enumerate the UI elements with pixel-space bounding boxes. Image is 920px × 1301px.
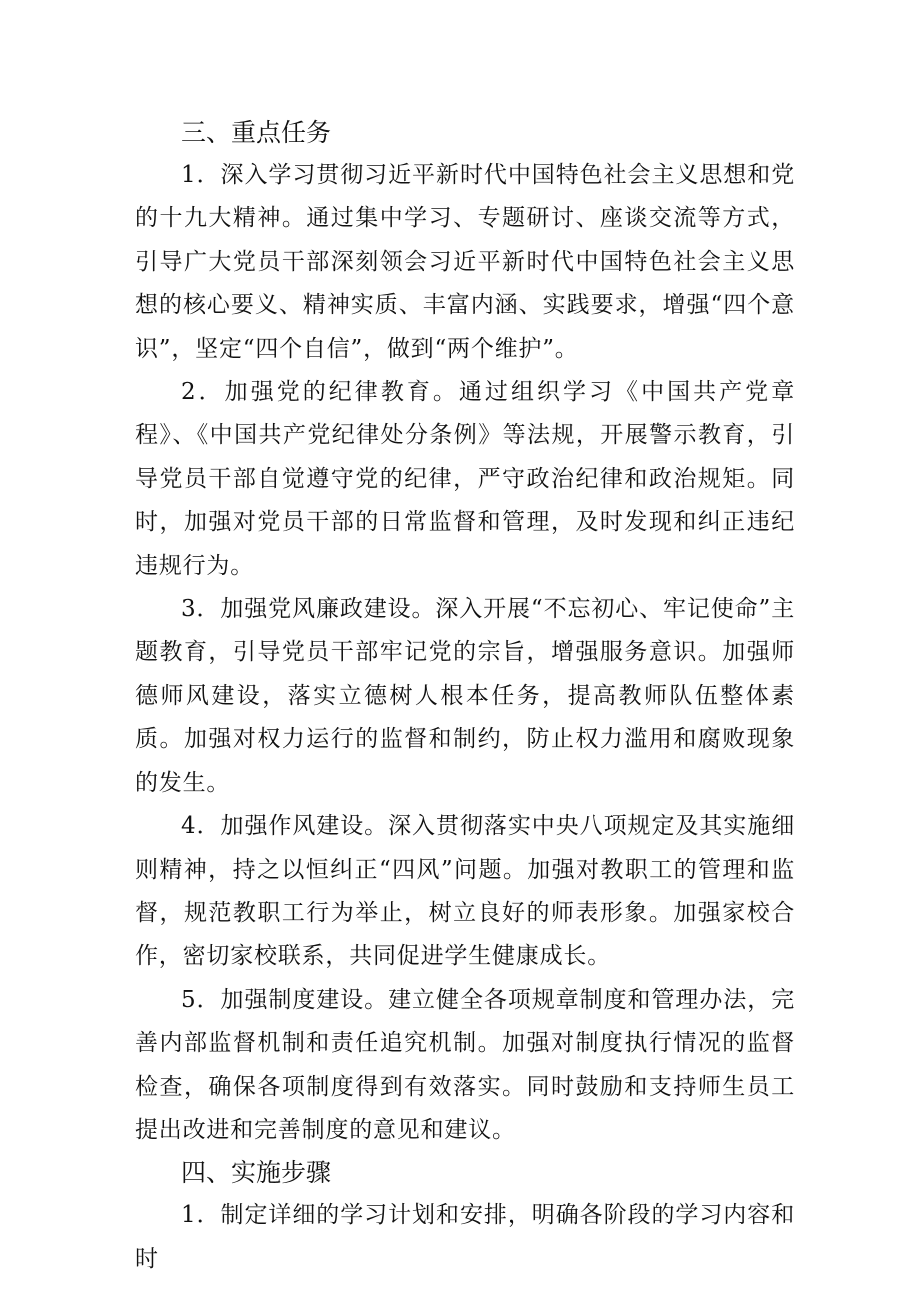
section-heading-key-tasks: 三、重点任务 [181, 118, 332, 147]
paragraph-task-2: 2．加强党的纪律教育。通过组织学习《中国共产党章程》、《中国共产党纪律处分条例》等法规，开展警示教育，引导党员干部自觉遵守党的纪律，严守政治纪律和政治规矩。同时，加强对党员干部的日常监督和管理，及时发现和纠正违纪违规行为。 [135, 379, 795, 579]
paragraph-task-1: 1．深入学习贯彻习近平新时代中国特色社会主义思想和党的十九大精神。通过集中学习、专题研讨、座谈交流等方式，引导广大党员干部深刻领会习近平新时代中国特色社会主义思想的核心要义、精神实质、丰富内涵、实践要求，增强“四个意识”，坚定“四个自信”，做到“两个维护”。 [135, 162, 795, 362]
section-heading-implementation-steps: 四、实施步骤 [181, 1158, 332, 1188]
paragraph-task-3: 3．加强党风廉政建设。深入开展“不忘初心、牢记使命”主题教育，引导党员干部牢记党的宗旨，增强服务意识。加强师德师风建设，落实立德树人根本任务，提高教师队伍整体素质。加强对权力运行的监督和制约，防止权力滥用和腐败现象的发生。 [135, 596, 795, 796]
document-body [135, 112, 795, 1281]
paragraph-step-1: 1．制定详细的学习计划和安排，明确各阶段的学习内容和时 [135, 1202, 795, 1272]
paragraph-task-4: 4．加强作风建设。深入贯彻落实中央八项规定及其实施细则精神，持之以恒纠正“四风”问题。加强对教职工的管理和监督，规范教职工行为举止，树立良好的师表形象。加强家校合作，密切家校联系，共同促进学生健康成长。 [135, 813, 795, 970]
paragraph-task-5: 5．加强制度建设。建立健全各项规章制度和管理办法，完善内部监督机制和责任追究机制。加强对制度执行情况的监督检查，确保各项制度得到有效落实。同时鼓励和支持师生员工提出改进和完善制度的意见和建议。 [135, 986, 795, 1143]
